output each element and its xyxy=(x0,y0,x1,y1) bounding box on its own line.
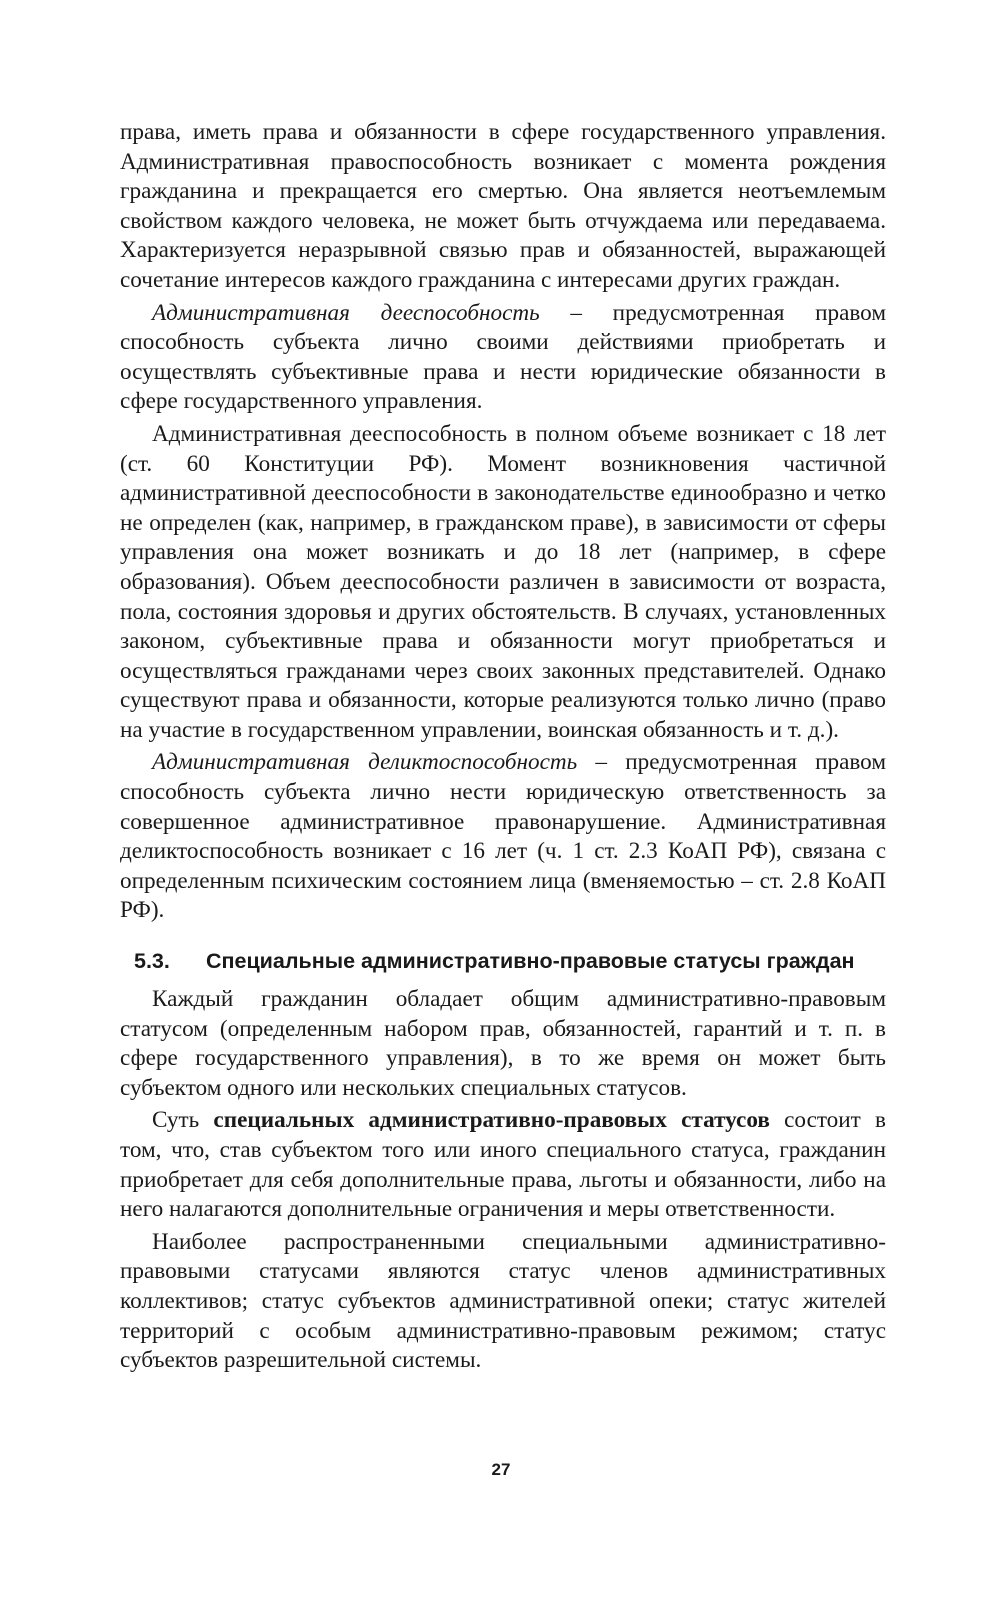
paragraph-status-types: Наиболее распространенными специальными административно-правовыми статусами являются статус членов административных коллективов; статус субъектов административной опеки; статус жителей территорий с особым административно-правовым режимом; статус субъектов разрешительной системы. xyxy=(120,1228,886,1374)
section-title: Специальные административно-правовые статусы граждан xyxy=(206,949,855,974)
definition-legal-capacity: – предусмотренная правом способность субъекта лично своими действиями приобретать и осуществлять субъективные права и нести юридические обязанности в сфере государственного управления. xyxy=(120,299,886,415)
paragraph-legal-capacity xyxy=(120,299,886,417)
term-special-status: специальных административно-правовых статусов xyxy=(213,1107,770,1134)
definition-special-status: состоит в том, что, став субъектом того или иного специального статуса, гражданин приобретает для себя дополнительные права, льготы и обязанности, либо на него налагаются дополнительные ограничения и меры ответственности. xyxy=(120,1107,886,1223)
special-status-lead: Суть xyxy=(152,1107,214,1134)
term-legal-capacity: Административная дееспособность xyxy=(152,299,540,326)
paragraph-capacity-age: Административная дееспособность в полном объеме возникает с 18 лет (ст. 60 Конституции РФ). Момент возникновения частичной административной дееспособности в законодательстве единообразно и четко не определен (как, например, в гражданском праве), в зависимости от сферы управления она может возникать и до 18 лет (например, в сфере образования). Объем дееспособности различен в зависимости от возраста, пола, состояния здоровья и других обстоятельств. В случаях, установленных законом, субъективные права и обязанности могут приобретаться и осуществляться гражданами через своих законных представителей. Однако существуют права и обязанности, которые реализуются только лично (право на участие в государственном управлении, воинская обязанность и т. д.). xyxy=(120,420,886,743)
term-delict-capacity: Административная деликтоспособность xyxy=(152,749,578,776)
definition-delict-capacity: – предусмотренная правом способность субъекта лично нести юридическую ответственность за совершенное административное правонарушение. Административная деликтоспособность возникает с 16 лет (ч. 1 ст. 2.3 КоАП РФ), связана с определенным психическим состоянием лица (вменяемостью – ст. 2.8 КоАП РФ). xyxy=(120,749,886,924)
paragraph-special-status xyxy=(120,1106,886,1224)
paragraph-delict-capacity xyxy=(120,748,886,926)
page-body xyxy=(120,118,886,1376)
paragraph-general-status: Каждый гражданин обладает общим административно-правовым статусом (определенным набором прав, обязанностей, гарантий и т. п. в сфере государственного управления), в то же время он может быть субъектом одного или нескольких специальных статусов. xyxy=(120,986,886,1101)
section-number: 5.3. xyxy=(134,949,170,974)
section-heading xyxy=(120,947,886,975)
paragraph-capacity-continued: права, иметь права и обязанности в сфере государственного управления. Административная правоспособность возникает с момента рождения гражданина и прекращается его смертью. Она является неотъемлемым свойством каждого человека, не может быть отчуждаема или передаваема. Характеризуется неразрывной связью прав и обязанностей, выражающей сочетание интересов каждого гражданина с интересами других граждан. xyxy=(120,119,886,293)
page-number: 27 xyxy=(491,1460,511,1479)
